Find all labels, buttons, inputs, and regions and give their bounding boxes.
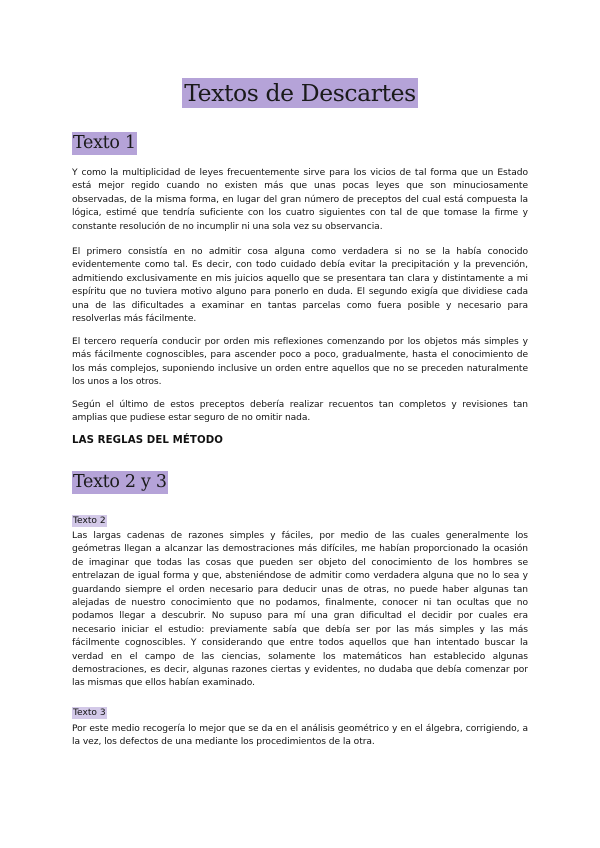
paragraph: Según el último de estos preceptos debería realizar recuentos tan completos y revisiones tan amplias que pudiese estar seguro de no omitir nada. bbox=[72, 400, 528, 424]
paragraph: El primero consistía en no admitir cosa alguna como verdadera si no se la había conocido evidentemente como tal. Es decir, con todo cuidado debía evitar la precipitación y la prevención, admitiendo exclusivamente en mis juicios aquello que se presentara tan clara y distintamente a mi espíritu que no tuviera motivo alguno para ponerlo en duda. El segundo exigía que dividiese cada una de las dificultades a examinar en tantas parcelas como fuera posible y necesario para resolverlas más fácilmente. bbox=[72, 247, 528, 325]
subheading-texto-3-text: Texto 3 bbox=[73, 708, 106, 718]
section-heading-texto-2-y-3 bbox=[72, 471, 168, 494]
paragraph: El tercero requería conducir por orden mis reflexiones comenzando por los objetos más simples y más fácilmente cognoscibles, para ascender poco a poco, gradualmente, hasta el conocimiento de los más complejos, suponiendo inclusive un orden entre aquellos que no se preceden naturalmente los unos a los otros. bbox=[72, 337, 528, 388]
subheading-texto-2 bbox=[72, 508, 107, 527]
paragraph: Por este medio recogería lo mejor que se da en el análisis geométrico y en el álgebra, corrigiendo, a la vez, los defectos de una mediante los procedimientos de la otra. bbox=[72, 724, 528, 748]
section-heading-texto-2-y-3-text: Texto 2 y 3 bbox=[73, 472, 167, 492]
section-heading-texto-1 bbox=[72, 132, 137, 155]
method-rules-caption: LAS REGLAS DEL MÉTODO bbox=[72, 435, 224, 446]
document-title bbox=[72, 78, 528, 108]
paragraph: Las largas cadenas de razones simples y fáciles, por medio de las cuales generalmente los geómetras llegan a alcanzar las demostraciones más difíciles, me habían proporcionado la ocasión de imaginar que todas las cosas que pueden ser objeto del conocimiento de los hombres se entrelazan de igual forma y que, absteniéndose de admitir como verdadera alguna que no lo sea y guardando siempre el orden necesario para deducir unas de otras, no puede haber algunas tan alejadas de nuestro conocimiento que no podamos, finalmente, conocer ni tan ocultas que no podamos llegar a descubrir. No supuso para mí una gran dificultad el decidir por cuales era necesario iniciar el estudio: previamente sabía que debía ser por las más simples y las más fácilmente cognoscibles. Y considerando que entre todos aquellos que han intentado buscar la verdad en el campo de las ciencias, solamente los matemáticos han establecido algunas demostraciones, es decir, algunas razones ciertas y evidentes, no dudaba que debía comenzar por las mismas que ellos habían examinado. bbox=[72, 531, 528, 689]
subheading-texto-2-text: Texto 2 bbox=[73, 516, 106, 526]
document-title-text: Textos de Descartes bbox=[184, 79, 416, 107]
section-heading-texto-1-text: Texto 1 bbox=[73, 133, 136, 153]
paragraph: Y como la multiplicidad de leyes frecuentemente sirve para los vicios de tal forma que un Estado está mejor regido cuando no existen más que unas pocas leyes que son minuciosamente observadas, de la misma forma, en lugar del gran número de preceptos del cual está compuesta la lógica, estimé que tendría suficiente con los cuatro siguientes con tal de que tomase la firme y constante resolución de no incumplir ni una sola vez su observancia. bbox=[72, 168, 528, 232]
subheading-texto-3 bbox=[72, 700, 107, 719]
